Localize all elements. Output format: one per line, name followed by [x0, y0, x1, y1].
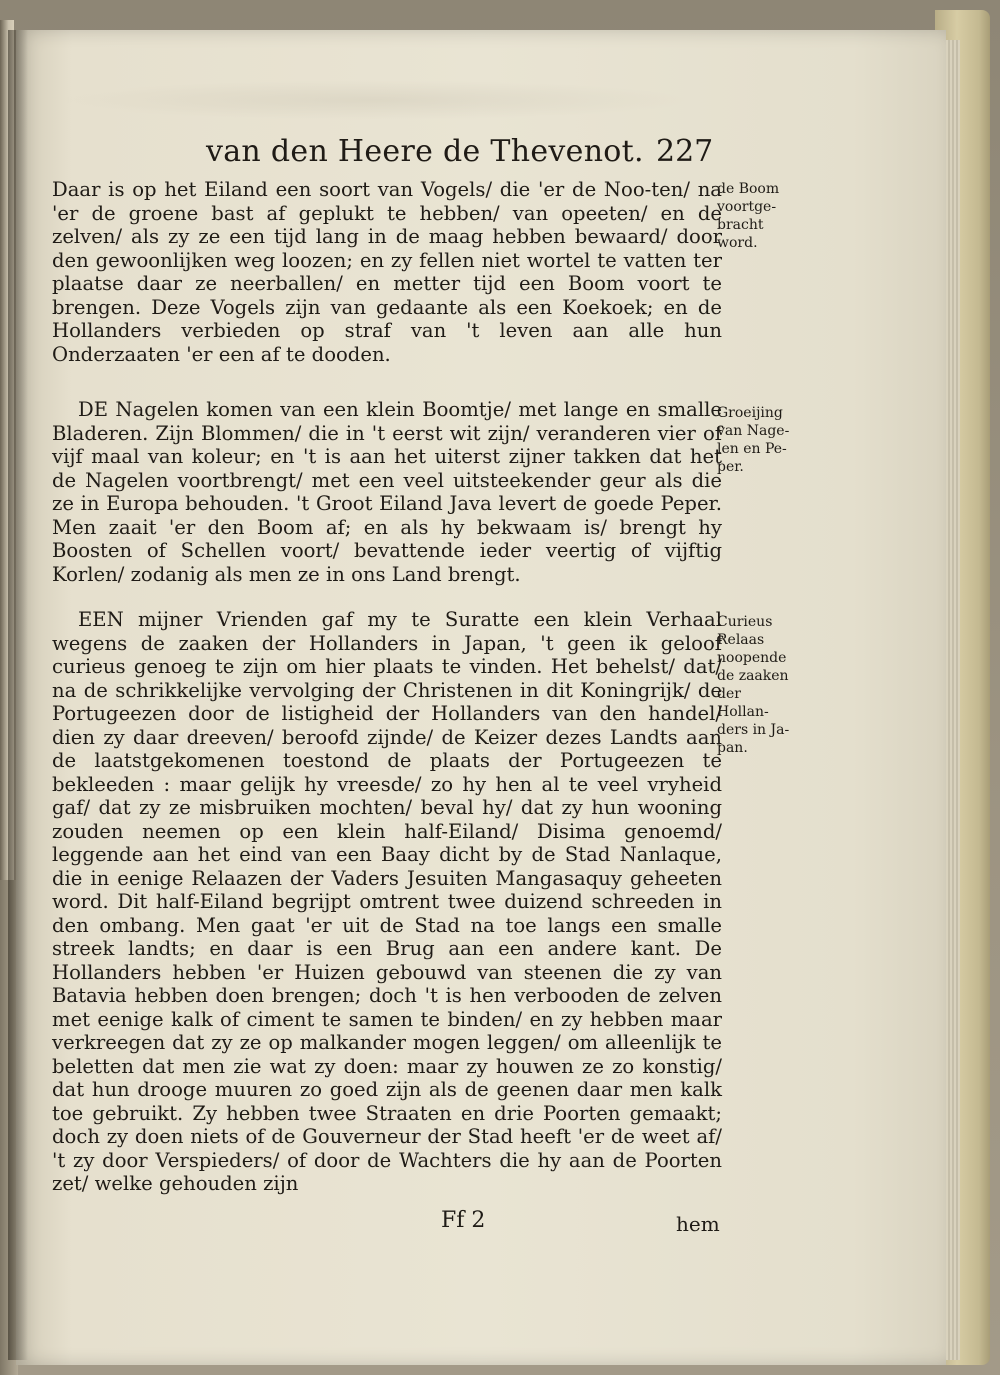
paragraph-cloves: DE Nagelen komen van een klein Boomtje/ met lange en smalle Bladeren. Zijn Blommen/ die in 't eerst wit zijn/ veranderen vier of vijf maal van koleur; en 't is aan het uiterst zijner takken dat het de Nagelen voortbrengt/ met een veel uitsteekender geur als die ze in Europa behouden. 't Groot Eiland Java levert de goede Peper. Men zaait 'er den Boom af; en als hy bekwaam is/ brengt hy Boosten of Schellen voort/ bevattende ieder veertig of vijftig Korlen/ zodanig als men ze in ons Land brengt. — [52, 398, 722, 586]
page-number: 227 — [656, 134, 714, 169]
signature-mark: Ff 2 — [441, 1208, 486, 1233]
paragraph-birds: Daar is op het Eiland een soort van Vogels/ die 'er de Noo-ten/ na 'er de groene bast af geplukt te hebben/ van opeeten/ en de zelven/ als zy ze een tijd lang in de maag hebben bewaard/ door den gewoonlijken weg loozen; en zy fellen niet wortel te vatten ter plaatse daar ze neerballen/ en metter tijd een Boom voort te brengen. Deze Vogels zijn van gedaante als een Koekoek; en de Hollanders verbieden op straf van 't leven aan alle hun Onderzaaten 'er een af te dooden. — [52, 178, 722, 366]
book-page — [16, 30, 946, 1365]
margin-note-cloves: Groeijing van Nage- len en Pe- per. — [717, 405, 790, 475]
paragraph-japan: EEN mijner Vrienden gaf my te Suratte een klein Verhaal wegens de zaaken der Hollanders in Japan, 't geen ik geloof curieus genoeg te zijn om hier plaats te vinden. Het behelst/ dat/ na de schrikkelijke vervolging der Christenen in dit Koningrijk/ de Portugeezen door de listigheid der Hollanders van den handel/ dien zy daar dreeven/ beroofd zijnde/ de Keizer dezes Landts aan de laatstgekomenen toestond de plaats der Portugeezen te bekleeden : maar gelijk hy vreesde/ zo hy hen al te veel vryheid gaf/ dat zy ze misbruiken mochten/ beval hy/ dat zy hun wooning zouden neemen op een klein half-Eiland/ Disima genoemd/ leggende aan het eind van een Baay dicht by de Stad Nanlaque, die in eenige Relaazen der Vaders Jesuiten Mangasaquy geheeten word. Dit half-Eiland begrijpt omtrent twee duizend schreeden in den ombang. Men gaat 'er uit de Stad na toe langs een smalle streek landts; en daar is een Brug aan een andere kant. De Hollanders hebben 'er Huizen gebouwd van steenen die zy van Batavia hebben doen brengen; doch 't is hen verbooden de zelven met eenige kalk of ciment te samen te binden/ en zy hebben maar verkreegen dat zy ze op malkander mogen leggen/ om alleenlijk te beletten dat men zie wat zy doen: maar zy houwen ze zo konstig/ dat hun drooge muuren zo goed zijn als de geenen daar men kalk toe gebruikt. Zy hebben twee Straaten en drie Poorten gemaakt; doch zy doen niets of de Gouverneur der Stad heeft 'er de weet af/ 't zy door Verspieders/ of door de Wachters die hy aan de Poorten zet/ welke gehouden zijn — [52, 608, 722, 1195]
ink-bleed-shadow — [54, 80, 694, 120]
binding-shadow — [8, 30, 28, 1360]
margin-note-japan: Curieus Relaas noopende de zaaken der Hollan- ders in Ja- pan. — [717, 614, 790, 756]
margin-note-tree: de Boom voortge- bracht word. — [717, 181, 780, 251]
running-head: van den Heere de Thevenot. — [206, 134, 644, 169]
catchword: hem — [676, 1212, 720, 1236]
